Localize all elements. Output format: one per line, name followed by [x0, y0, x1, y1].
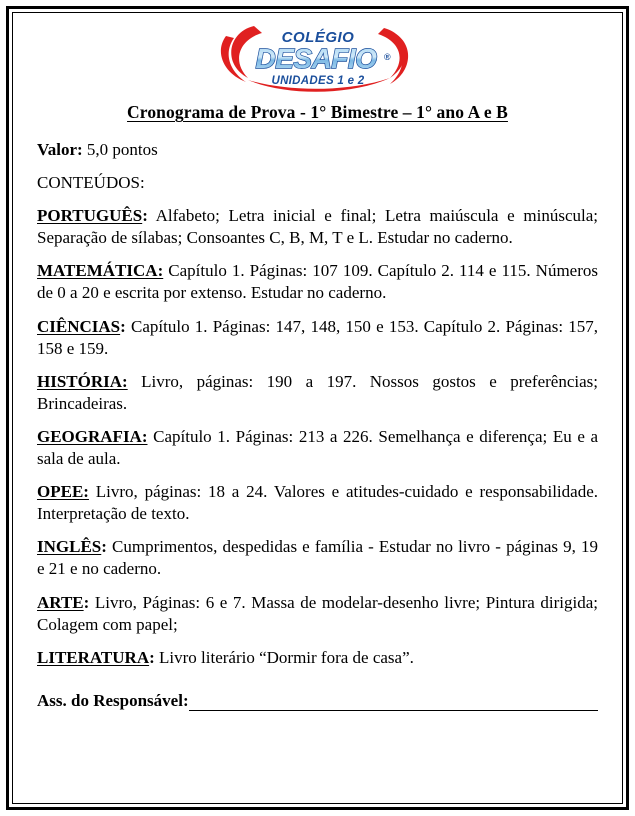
svg-text:COLÉGIO: COLÉGIO — [281, 29, 354, 46]
valor-line — [37, 139, 598, 161]
subject-text: Livro, páginas: 18 a 24. Valores e atitudes-cuidado e responsabilidade. Interpretação de texto. — [37, 482, 598, 524]
page-title: Cronograma de Prova - 1° Bimestre – 1° ano A e B — [127, 102, 508, 122]
subject-label-colon: : — [149, 647, 155, 667]
svg-text:DESAFIO: DESAFIO — [255, 43, 376, 74]
subject-text: Alfabeto; Letra inicial e final; Letra maiúscula e minúscula; Separação de sílabas; Consoantes C, B, M, T e L. Estudar no caderno. — [37, 206, 598, 248]
subject-label: HISTÓRIA: — [37, 371, 128, 391]
subject-label-colon: : — [101, 537, 107, 557]
subject-text: Livro literário “Dormir fora de casa”. — [159, 647, 414, 667]
subject-literatura — [37, 647, 598, 669]
subject-label-colon: : — [83, 592, 90, 612]
subject-label: INGLÊS — [37, 537, 102, 557]
subject-label: ARTE — [37, 592, 84, 612]
subject-historia — [37, 371, 598, 415]
subject-text: Capítulo 1. Páginas: 213 a 226. Semelhança e diferença; Eu e a sala de aula. — [37, 426, 599, 469]
subject-label: MATEMÁTICA: — [37, 261, 164, 281]
school-logo-graphic — [218, 18, 418, 94]
subject-label: CIÊNCIAS — [37, 316, 121, 336]
subject-text: Cumprimentos, despedidas e família - Estudar no livro - páginas 9, 19 e 21 e no caderno. — [37, 537, 599, 579]
subject-label-colon: : — [120, 316, 126, 336]
subject-geografia — [37, 426, 598, 470]
subject-matematica — [37, 260, 598, 304]
conteudos-heading: CONTEÚDOS: — [37, 173, 145, 193]
signature-line[interactable] — [189, 696, 598, 711]
subject-ciencias — [37, 316, 598, 360]
subject-label: LITERATURA — [37, 647, 150, 667]
subject-text: Capítulo 1. Páginas: 107 109. Capítulo 2. 114 e 115. Números de 0 a 20 e escrita por extenso. Estudar no caderno. — [37, 261, 598, 303]
subject-label: PORTUGUÊS — [37, 206, 143, 226]
subject-text: Livro, Páginas: 6 e 7. Massa de modelar-desenho livre; Pintura dirigida; Colagem com papel; — [37, 592, 598, 634]
valor-value: 5,0 pontos — [86, 140, 158, 159]
subject-label: OPEE: — [37, 482, 89, 502]
svg-text:UNIDADES 1 e 2: UNIDADES 1 e 2 — [270, 75, 365, 87]
document-body — [16, 14, 619, 802]
subject-label: GEOGRAFIA: — [37, 426, 148, 446]
subject-ingles — [37, 536, 598, 580]
subject-portugues — [37, 205, 598, 249]
content-area — [32, 139, 603, 711]
svg-text:®: ® — [383, 52, 391, 62]
subject-text: Livro, páginas: 190 a 197. Nossos gostos e preferências; Brincadeiras. — [37, 371, 598, 413]
subject-opee — [37, 481, 598, 525]
valor-label: Valor: — [37, 140, 83, 159]
subject-arte — [37, 592, 598, 636]
subject-text: Capítulo 1. Páginas: 147, 148, 150 e 153. Capítulo 2. Páginas: 157, 158 e 159. — [37, 316, 599, 358]
signature-row — [37, 691, 598, 711]
school-logo — [32, 16, 603, 96]
subject-label-colon: : — [142, 206, 148, 226]
signature-label: Ass. do Responsável: — [37, 690, 189, 710]
